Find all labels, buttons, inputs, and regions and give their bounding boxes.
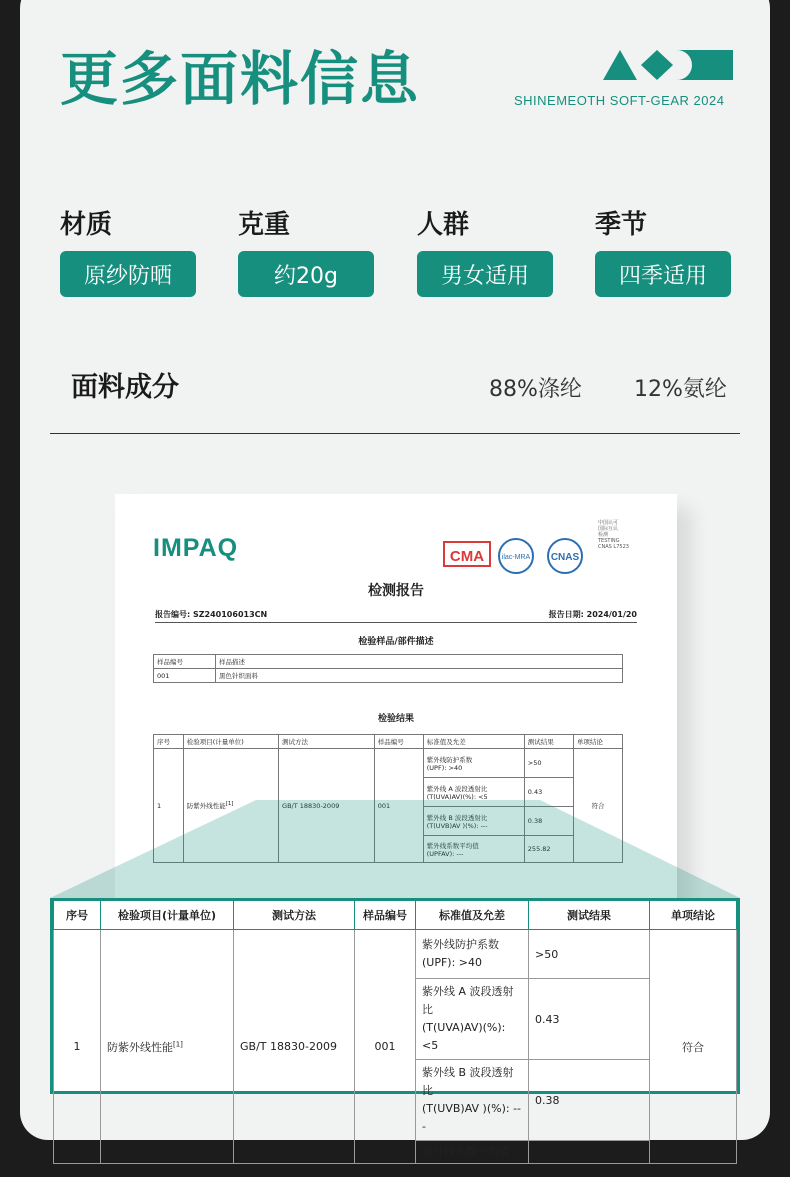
table-cell <box>101 930 234 1164</box>
report-number: 报告编号: SZ240106013CN <box>155 610 268 619</box>
table-cell: GB/T 18830-2009 <box>234 930 355 1164</box>
svg-text:CNAS: CNAS <box>550 552 580 563</box>
content-card <box>20 0 770 1158</box>
table-cell <box>416 1141 529 1164</box>
std-line: 紫外线系数平均值 <box>422 1145 510 1158</box>
composition-part: 12%氨纶 <box>634 377 727 402</box>
std-line: 紫外线 A 波段透射比 <box>422 985 514 1016</box>
table-cell: 测试方法 <box>279 735 375 749</box>
attribute-label: 人群 <box>417 210 470 240</box>
result-section-title: 检验结果 <box>377 714 414 724</box>
table-cell: 1 <box>54 930 101 1164</box>
svg-text:ilac-MRA: ilac-MRA <box>501 554 531 561</box>
table-cell: 符合 <box>650 930 737 1164</box>
table-cell <box>416 930 529 979</box>
cert-line: 国际互认 <box>598 526 619 532</box>
std-line: 紫外线 B 波段透射比 <box>426 813 488 822</box>
cert-line: 检测 <box>598 532 609 538</box>
table-cell: 样品编号 <box>154 655 216 669</box>
std-line: 紫外线系数平均值 <box>426 841 479 850</box>
result-table-large <box>53 901 737 1164</box>
std-line: 紫外线 B 波段透射比 <box>422 1066 514 1097</box>
impaq-logo: IMPAQ <box>153 534 239 562</box>
table-cell: 标准值及允差 <box>423 735 524 749</box>
table-cell: 黑色针织面料 <box>216 669 623 683</box>
composition-label: 面料成分 <box>71 372 179 403</box>
brand-line: SHINEMEOTH SOFT-GEAR 2024 <box>514 93 725 108</box>
item-text: 防紫外线性能 <box>186 802 226 811</box>
table-cell: 检验项目(计量单位) <box>183 735 278 749</box>
column-header: 检验项目(计量单位) <box>101 901 234 930</box>
table-cell: 序号 <box>154 735 184 749</box>
std-line: 紫外线 A 波段透射比 <box>426 784 488 793</box>
column-header: 单项结论 <box>650 901 737 930</box>
table-cell: 符合 <box>573 749 622 863</box>
std-line: (UPF): >40 <box>426 763 463 772</box>
svg-text:CMA: CMA <box>449 548 485 565</box>
table-cell: 001 <box>355 930 416 1164</box>
table-cell: 样品描述 <box>216 655 623 669</box>
item-sup: [1] <box>225 800 234 807</box>
std-line: (UPF): >40 <box>422 956 483 969</box>
std-line: 紫外线防护系数 <box>426 755 473 764</box>
composition-part: 88%涤纶 <box>489 377 582 402</box>
table-cell <box>416 1060 529 1141</box>
report-date: 报告日期: 2024/01/20 <box>548 610 637 619</box>
table-cell: 单项结论 <box>573 735 622 749</box>
table-cell: 0.38 <box>529 1060 650 1141</box>
table-cell <box>416 979 529 1060</box>
table-cell: >50 <box>529 930 650 979</box>
table-cell: 样品编号 <box>374 735 423 749</box>
attribute-label: 材质 <box>60 210 113 240</box>
item-text: 防紫外线性能 <box>107 1040 173 1054</box>
table-cell <box>529 1141 650 1164</box>
attribute-value-pill: 四季适用 <box>595 251 731 297</box>
attribute-label: 季节 <box>595 210 648 240</box>
table-cell: 001 <box>374 749 423 863</box>
column-header: 标准值及允差 <box>416 901 529 930</box>
table-cell: 001 <box>154 669 216 683</box>
column-header: 样品编号 <box>355 901 416 930</box>
std-line: (T(UVB)AV )(%): --- <box>422 1102 522 1133</box>
table-cell: 测试结果 <box>524 735 573 749</box>
table-header-row <box>54 901 737 930</box>
table-cell: >50 <box>524 749 573 778</box>
zoomed-result-table <box>50 898 740 1158</box>
table-cell: GB/T 18830-2009 <box>279 749 375 863</box>
std-line: (T(UVA)AV)(%): <5 <box>422 1021 506 1052</box>
table-cell: 0.38 <box>524 807 573 836</box>
table-row <box>54 930 737 979</box>
column-header: 序号 <box>54 901 101 930</box>
table-cell: 255.82 <box>524 836 573 863</box>
std-line: (T(UVB)AV )(%): --- <box>426 821 488 830</box>
cert-line: CNAS L7523 <box>598 544 629 550</box>
cert-line: TESTING <box>598 538 620 544</box>
std-line: 紫外线防护系数 <box>422 938 499 951</box>
column-header: 测试结果 <box>529 901 650 930</box>
std-line: (T(UVA)AV)(%): <5 <box>426 792 488 801</box>
attribute-value-pill: 男女适用 <box>417 251 553 297</box>
attribute-label: 克重 <box>238 210 291 240</box>
std-line: (UPFAV): --- <box>426 849 464 858</box>
cert-line: 中国认可 <box>598 520 619 526</box>
attribute-value-pill: 原纱防晒 <box>60 251 196 297</box>
page-title: 更多面料信息 <box>60 45 421 113</box>
table-cell: 1 <box>154 749 184 863</box>
report-title: 检测报告 <box>368 583 424 599</box>
table-cell: 0.43 <box>529 979 650 1060</box>
table-cell: 0.43 <box>524 778 573 807</box>
sample-section-title: 检验样品/部件描述 <box>358 637 434 647</box>
attribute-value-pill: 约20g <box>238 251 374 297</box>
column-header: 测试方法 <box>234 901 355 930</box>
item-sup: [1] <box>173 1039 183 1048</box>
